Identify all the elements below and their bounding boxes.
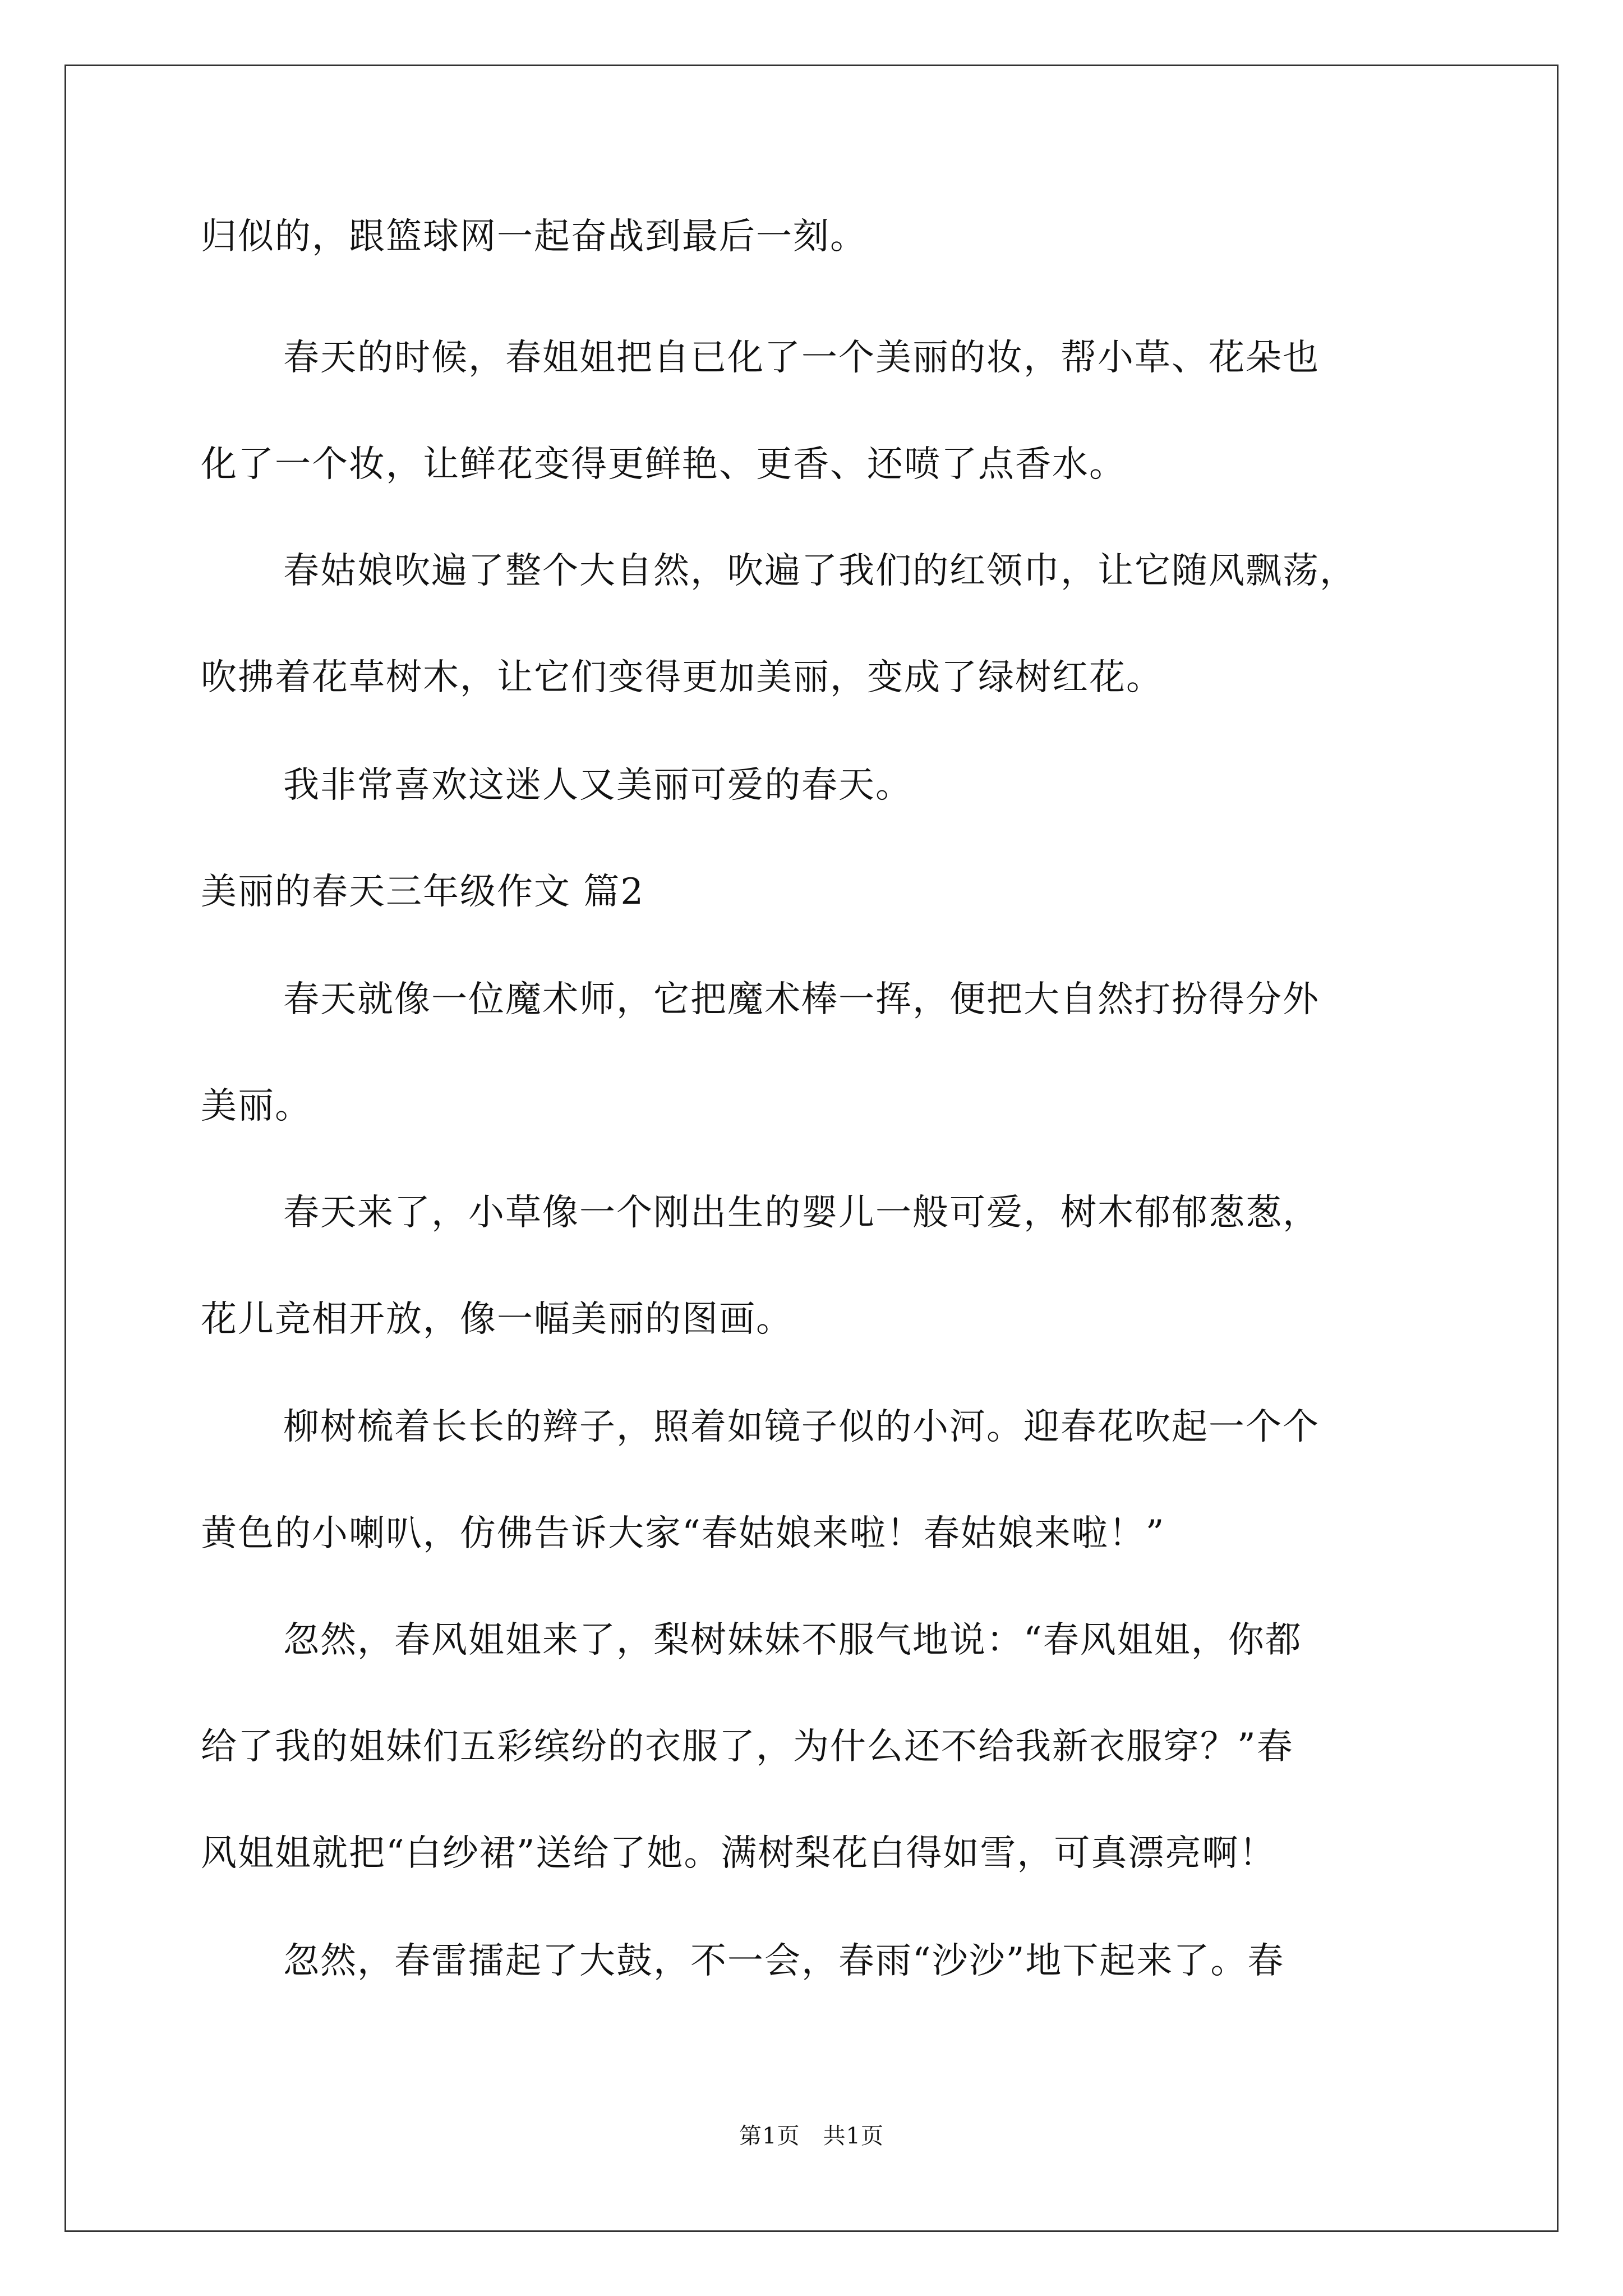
text-line: 春姑娘吹遍了整个大自然，吹遍了我们的红领巾，让它随风飘荡， [283, 550, 1357, 592]
text-line: 柳树梳着长长的辫子，照着如镜子似的小河。迎春花吹起一个个 [283, 1406, 1320, 1448]
text-line: 我非常喜欢这迷人又美丽可爱的春天。 [283, 765, 912, 806]
text-line: 风姐姐就把“白纱裙”送给了她。满树梨花白得如雪，可真漂亮啊！ [201, 1833, 1276, 1874]
text-line: 吹拂着花草树木，让它们变得更加美丽，变成了绿树红花。 [201, 657, 1163, 698]
text-line: 归似的，跟篮球网一起奋战到最后一刻。 [201, 216, 867, 257]
text-line: 春天就像一位魔术师，它把魔术棒一挥，便把大自然打扮得分外 [283, 979, 1320, 1020]
text-line: 黄色的小喇叭，仿佛告诉大家“春姑娘来啦！春姑娘来啦！” [201, 1513, 1165, 1554]
text-line: 春天的时候，春姐姐把自已化了一个美丽的妆，帮小草、花朵也 [283, 337, 1320, 379]
text-line: 给了我的姐妹们五彩缤纷的衣服了，为什么还不给我新衣服穿？”春 [201, 1726, 1294, 1768]
text-line: 忽然，春雷擂起了大鼓，不一会，春雨“沙沙”地下起来了。春 [283, 1940, 1285, 1982]
text-line: 花儿竞相开放，像一幅美丽的图画。 [201, 1299, 793, 1340]
page-border [64, 65, 1559, 2232]
text-line: 春天来了，小草像一个刚出生的婴儿一般可爱，树木郁郁葱葱， [283, 1192, 1320, 1234]
text-line: 美丽。 [201, 1085, 312, 1127]
text-line: 化了一个妆，让鲜花变得更鲜艳、更香、还喷了点香水。 [201, 444, 1126, 485]
page-footer: 第1页 共1页 [739, 2123, 884, 2149]
section-heading: 美丽的春天三年级作文 篇2 [201, 871, 645, 913]
text-line: 忽然，春风姐姐来了，梨树妹妹不服气地说：“春风姐姐，你都 [283, 1619, 1302, 1661]
